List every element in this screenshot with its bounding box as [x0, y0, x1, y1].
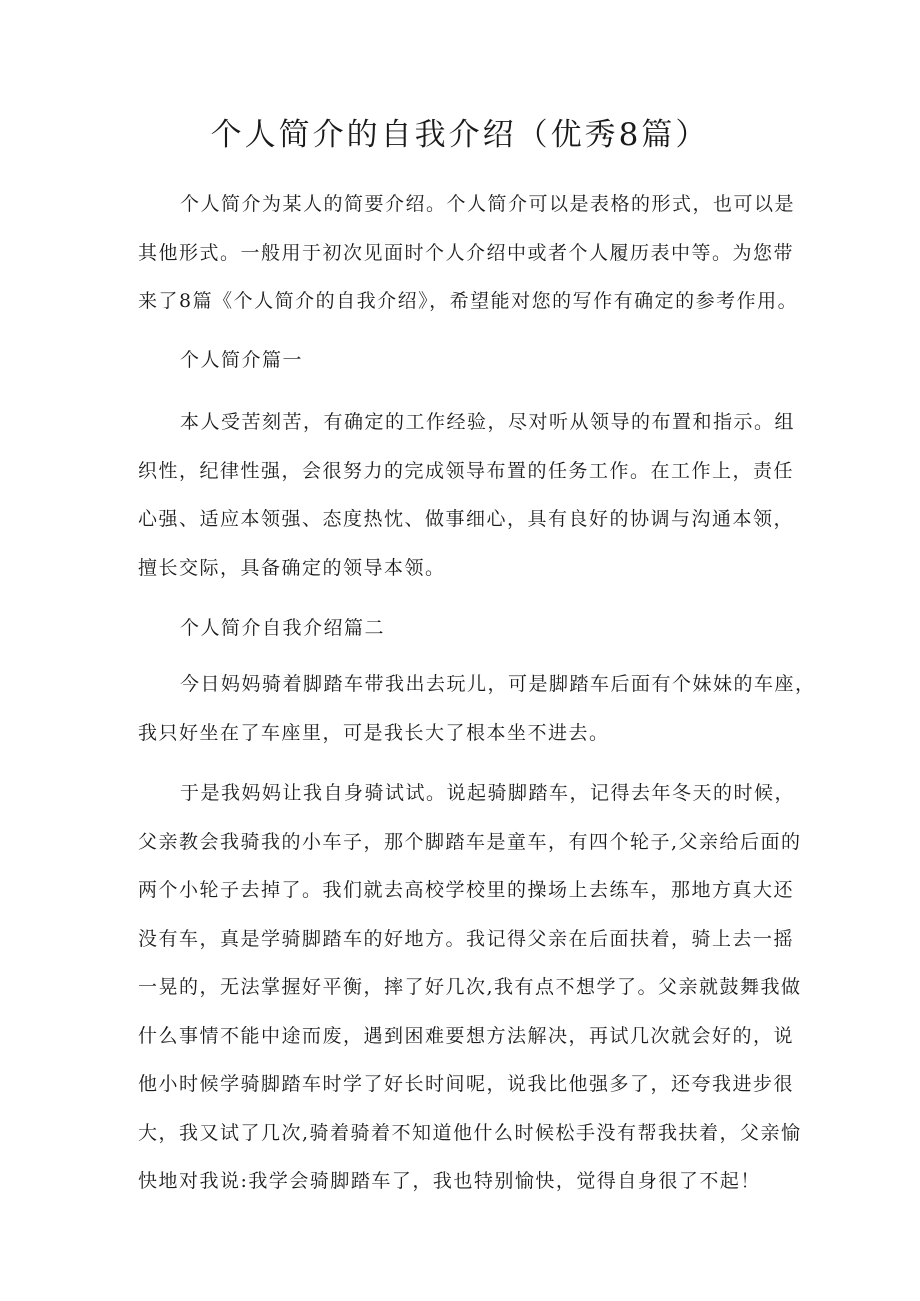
section-heading-2: 个人简介自我介绍篇二: [180, 617, 386, 639]
section2-para2-line: 大，我又试了几次,骑着骑着不知道他什么时候松手没有帮我扶着，父亲愉: [138, 1121, 802, 1144]
section2-para2-line: 于是我妈妈让我自身骑试试。说起骑脚踏车，记得去年冬天的时候，: [180, 782, 796, 804]
section2-para2-line: 父亲教会我骑我的小车子，那个脚踏车是童车，有四个轮子,父亲给后面的: [138, 830, 802, 853]
section2-para2-line: 两个小轮子去掉了。我们就去高校学校里的操场上去练车，那地方真大还: [138, 879, 795, 901]
section2-para2-line: 一晃的，无法掌握好平衡，摔了好几次,我有点不想学了。父亲就鼓舞我做: [138, 976, 802, 998]
section1-line: 擅长交际，具备确定的领导本领。: [138, 556, 446, 579]
section2-para1-line: 我只好坐在了车座里，可是我长大了根本坐不进去。: [138, 721, 610, 744]
section2-para2-line: 快地对我说:我学会骑脚踏车了，我也特别愉快，觉得自身很了不起！: [138, 1170, 761, 1192]
section1-line: 本人受苦刻苦，有确定的工作经验，尽对听从领导的布置和指示。组: [180, 411, 796, 433]
section-heading-1: 个人简介篇一: [180, 349, 304, 371]
section2-paragraph-2: [138, 769, 802, 1206]
section1-paragraph: [138, 398, 798, 592]
intro-line: 来了8篇《个人简介的自我介绍》，希望能对您的写作有确定的参考作用。: [138, 290, 799, 312]
section1-line: 织性，纪律性强，会很努力的完成领导布置的任务工作。在工作上，责任: [138, 459, 795, 482]
section2-para2-line: 什么事情不能中途而废，遇到困难要想方法解决，再试几次就会好的，说: [138, 1024, 795, 1047]
intro-line: 其他形式。一般用于初次见面时个人介绍中或者个人履历表中等。为您带: [138, 241, 795, 264]
section1-line: 心强、适应本领强、态度热忱、做事细心，具有良好的协调与沟通本领，: [138, 508, 795, 530]
document-title: 个人简介的自我介绍（优秀8篇）: [210, 117, 710, 153]
section2-para1-line: 今日妈妈骑着脚踏车带我出去玩儿，可是脚踏车后面有个妹妹的车座，: [180, 673, 816, 695]
section2-para2-line: 他小时候学骑脚踏车时学了好长时间呢，说我比他强多了，还夸我进步很: [138, 1073, 795, 1095]
intro-line: 个人简介为某人的简要介绍。个人简介可以是表格的形式，也可以是: [180, 193, 796, 215]
intro-paragraph: [138, 180, 798, 326]
section2-paragraph-1: [138, 660, 816, 757]
section2-para2-line: 没有车，真是学骑脚踏车的好地方。我记得父亲在后面扶着，骑上去一摇: [138, 927, 795, 950]
